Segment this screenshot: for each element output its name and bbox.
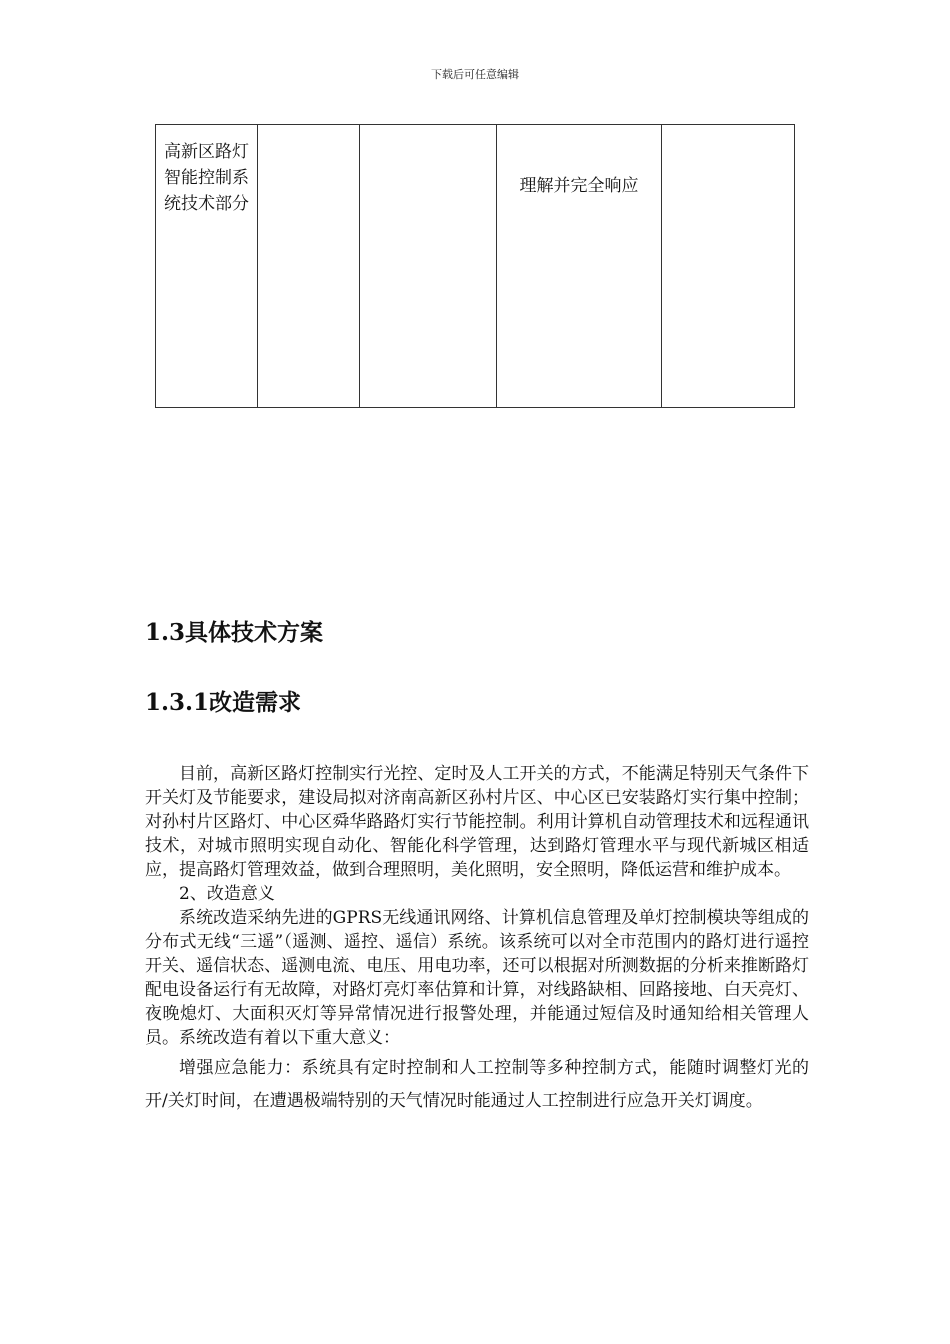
table-cell-5 (662, 125, 795, 408)
response-text: 理解并完全响应 (519, 176, 639, 196)
table-row (156, 125, 795, 408)
paragraph-current-status: 目前，高新区路灯控制实行光控、定时及人工开关的方式，不能满足特别天气条件下开关灯及节能要求，建设局拟对济南高新区孙村片区、中心区已安装路灯实行集中控制；对孙村片区路灯、中心区舜华路路灯实行节能控制。利用计算机自动管理技术和远程通讯技术，对城市照明实现自动化、智能化科学管理，达到路灯管理水平与现代新城区相适应，提高路灯管理效益，做到合理照明，美化照明，安全照明，降低运营和维护成本。 (145, 764, 809, 880)
table-cell-3 (360, 125, 497, 408)
table-cell-item (156, 125, 258, 408)
response-table (155, 124, 795, 408)
paragraph-subheading: 2、改造意义 (179, 884, 275, 904)
section-heading-1-3-1: 1.3.1改造需求 (145, 689, 302, 716)
page-header: 下载后可任意编辑 (431, 68, 519, 81)
body-text (145, 762, 809, 1118)
table-cell-2 (258, 125, 360, 408)
table-cell-response (497, 125, 662, 408)
paragraph-significance: 系统改造采纳先进的GPRS无线通讯网络、计算机信息管理及单灯控制模块等组成的分布式无线“三遥”（遥测、遥控、遥信）系统。该系统可以对全市范围内的路灯进行遥控开关、遥信状态、遥测电流、电压、用电功率，还可以根据对所测数据的分析来推断路灯配电设备运行有无故障，对路灯亮灯率估算和计算，对线路缺相、回路接地、白天亮灯、夜晚熄灯、大面积灭灯等异常情况进行报警处理，并能通过短信及时通知给相关管理人员。系统改造有着以下重大意义： (145, 908, 809, 1048)
item-name: 高新区路灯智能控制系统技术部分 (164, 142, 249, 214)
section-heading-1-3: 1.3具体技术方案 (145, 619, 324, 646)
paragraph-emergency: 增强应急能力：系统具有定时控制和人工控制等多种控制方式，能随时调整灯光的开/关灯时间，在遭遇极端特别的天气情况时能通过人工控制进行应急开关灯调度。 (145, 1058, 809, 1111)
